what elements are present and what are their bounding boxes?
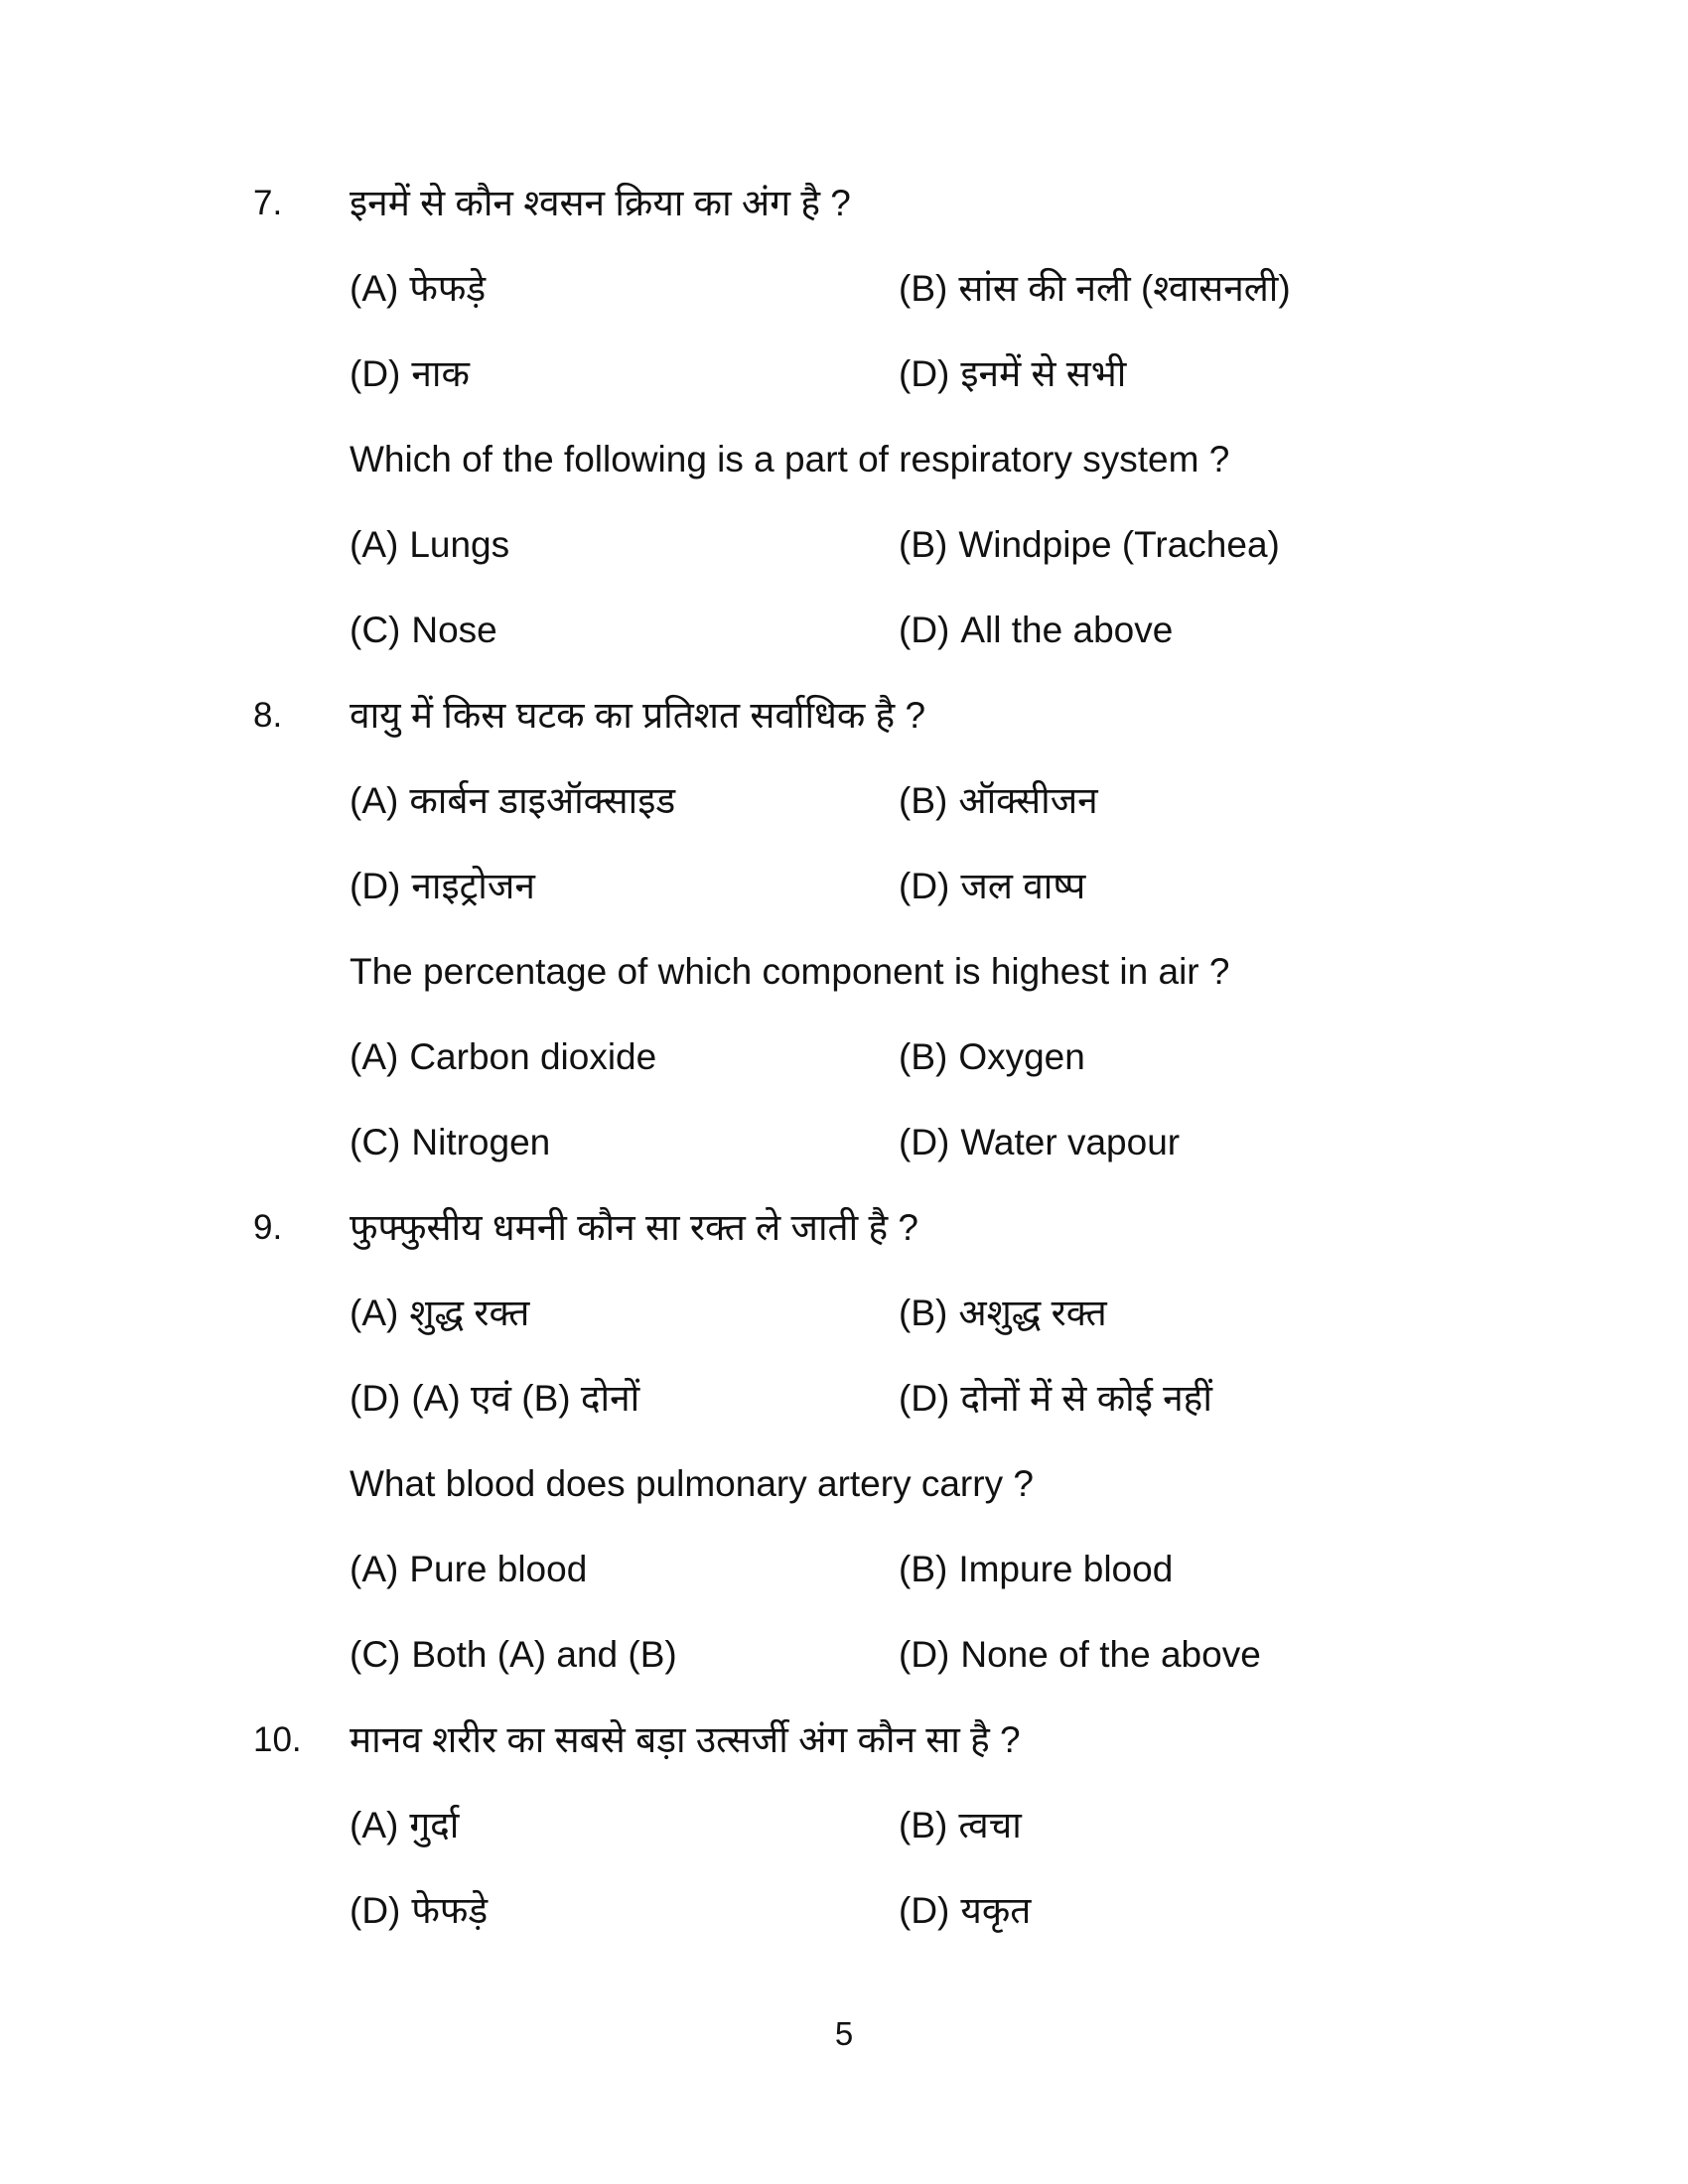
option-label: (A)	[350, 1805, 399, 1845]
question-row	[253, 1716, 1430, 1973]
option	[350, 1290, 899, 1337]
question-text-hindi: वायु में किस घटक का प्रतिशत सर्वाधिक है ?	[350, 695, 926, 736]
option	[899, 1546, 1430, 1593]
option-text: (A) एवं (B) दोनों	[411, 1378, 640, 1419]
option-text: Nitrogen	[411, 1122, 551, 1162]
question-block-8	[253, 692, 1430, 1204]
option-text: Oxygen	[958, 1036, 1085, 1077]
option-text: शुद्ध रक्त	[409, 1293, 530, 1333]
option	[350, 521, 899, 569]
question-row	[253, 1204, 1430, 1716]
option-text: None of the above	[960, 1634, 1261, 1675]
option	[350, 1033, 899, 1081]
question-text-hindi: मानव शरीर का सबसे बड़ा उत्सर्जी अंग कौन सा है ?	[350, 1719, 1021, 1760]
option	[350, 1887, 899, 1935]
options-row	[350, 1802, 1430, 1849]
option-label: (D)	[899, 1378, 950, 1419]
question-content	[350, 1204, 1430, 1716]
question-content	[350, 1716, 1430, 1973]
options-row	[350, 1887, 1430, 1935]
option-text: कार्बन डाइऑक्साइड	[409, 780, 676, 821]
option	[350, 1631, 899, 1679]
option	[350, 607, 899, 654]
option-text: नाइट्रोजन	[411, 866, 535, 906]
option-label: (D)	[899, 866, 950, 906]
option-label: (B)	[899, 1036, 948, 1077]
option	[899, 1290, 1430, 1337]
option	[350, 863, 899, 910]
options-row	[350, 607, 1430, 654]
option	[899, 1375, 1430, 1423]
option-label: (C)	[350, 610, 401, 650]
option	[899, 1119, 1430, 1166]
option	[899, 265, 1430, 313]
question-text-hindi: इनमें से कौन श्वसन क्रिया का अंग है ?	[350, 183, 851, 223]
option	[899, 1802, 1430, 1849]
option-text: यकृत	[960, 1890, 1032, 1931]
question-number: 8.	[253, 696, 283, 735]
question-number: 10.	[253, 1720, 302, 1759]
option-label: (A)	[350, 780, 399, 821]
option-label: (B)	[899, 1293, 948, 1333]
option	[350, 1375, 899, 1423]
option-text: ऑक्सीजन	[958, 780, 1098, 821]
option-label: (B)	[899, 268, 948, 309]
option-label: (C)	[350, 1122, 401, 1162]
question-text-english: The percentage of which component is highest in air ?	[350, 951, 1230, 992]
options-row	[350, 1033, 1430, 1081]
question-block-7	[253, 180, 1430, 692]
options-row	[350, 1290, 1430, 1337]
option	[350, 1546, 899, 1593]
options-row	[350, 521, 1430, 569]
option-label: (A)	[350, 524, 399, 565]
option-label: (D)	[899, 1122, 950, 1162]
options-row	[350, 1119, 1430, 1166]
option-text: त्वचा	[958, 1805, 1022, 1845]
option	[350, 265, 899, 313]
question-content	[350, 180, 1430, 692]
option-text: Both (A) and (B)	[411, 1634, 677, 1675]
question-row	[253, 180, 1430, 692]
option	[899, 521, 1430, 569]
option-text: दोनों में से कोई नहीं	[960, 1378, 1212, 1419]
option	[899, 777, 1430, 825]
option-text: Nose	[411, 610, 497, 650]
option	[899, 350, 1430, 398]
option	[899, 1631, 1430, 1679]
option-label: (C)	[350, 1634, 401, 1675]
option-label: (A)	[350, 1036, 399, 1077]
options-row	[350, 265, 1430, 313]
option-label: (D)	[899, 1890, 950, 1931]
option-label: (D)	[350, 866, 401, 906]
option-text: जल वाष्प	[960, 866, 1086, 906]
option-text: Carbon dioxide	[409, 1036, 657, 1077]
option	[350, 1119, 899, 1166]
option-label: (D)	[350, 1378, 401, 1419]
option-label: (D)	[899, 353, 950, 394]
question-number: 7.	[253, 184, 283, 222]
option-label: (B)	[899, 780, 948, 821]
question-text-english: What blood does pulmonary artery carry ?	[350, 1463, 1034, 1504]
option-label: (D)	[350, 1890, 401, 1931]
option-text: इनमें से सभी	[960, 353, 1127, 394]
option-text: फेफड़े	[409, 268, 487, 309]
question-block-9	[253, 1204, 1430, 1716]
option-text: Water vapour	[960, 1122, 1181, 1162]
options-row	[350, 1375, 1430, 1423]
options-row	[350, 777, 1430, 825]
option-text: Windpipe (Trachea)	[958, 524, 1280, 565]
option-label: (B)	[899, 1805, 948, 1845]
option	[899, 1887, 1430, 1935]
option-text: सांस की नली (श्वासनली)	[958, 268, 1291, 309]
option-text: Pure blood	[409, 1549, 588, 1589]
option-label: (D)	[899, 1634, 950, 1675]
options-row	[350, 350, 1430, 398]
option-label: (D)	[350, 353, 401, 394]
option-label: (B)	[899, 524, 948, 565]
option	[350, 1802, 899, 1849]
option	[899, 863, 1430, 910]
option-text: अशुद्ध रक्त	[958, 1293, 1107, 1333]
question-block-10	[253, 1716, 1430, 1973]
option	[350, 350, 899, 398]
page-number: 5	[834, 2015, 854, 2052]
option-text: Lungs	[409, 524, 510, 565]
option-label: (A)	[350, 268, 399, 309]
option-text: फेफड़े	[411, 1890, 489, 1931]
option-text: All the above	[960, 610, 1174, 650]
option-label: (A)	[350, 1293, 399, 1333]
question-number: 9.	[253, 1208, 283, 1247]
option	[899, 607, 1430, 654]
question-content	[350, 692, 1430, 1204]
question-text-hindi: फुफ्फुसीय धमनी कौन सा रक्त ले जाती है ?	[350, 1207, 919, 1248]
option-label: (D)	[899, 610, 950, 650]
option	[350, 777, 899, 825]
option-text: Impure blood	[958, 1549, 1174, 1589]
options-row	[350, 1631, 1430, 1679]
question-text-english: Which of the following is a part of respiratory system ?	[350, 439, 1230, 479]
options-row	[350, 1546, 1430, 1593]
option-text: नाक	[411, 353, 470, 394]
option	[899, 1033, 1430, 1081]
question-row	[253, 692, 1430, 1204]
option-label: (B)	[899, 1549, 948, 1589]
options-row	[350, 863, 1430, 910]
option-label: (A)	[350, 1549, 399, 1589]
option-text: गुर्दा	[409, 1805, 460, 1845]
